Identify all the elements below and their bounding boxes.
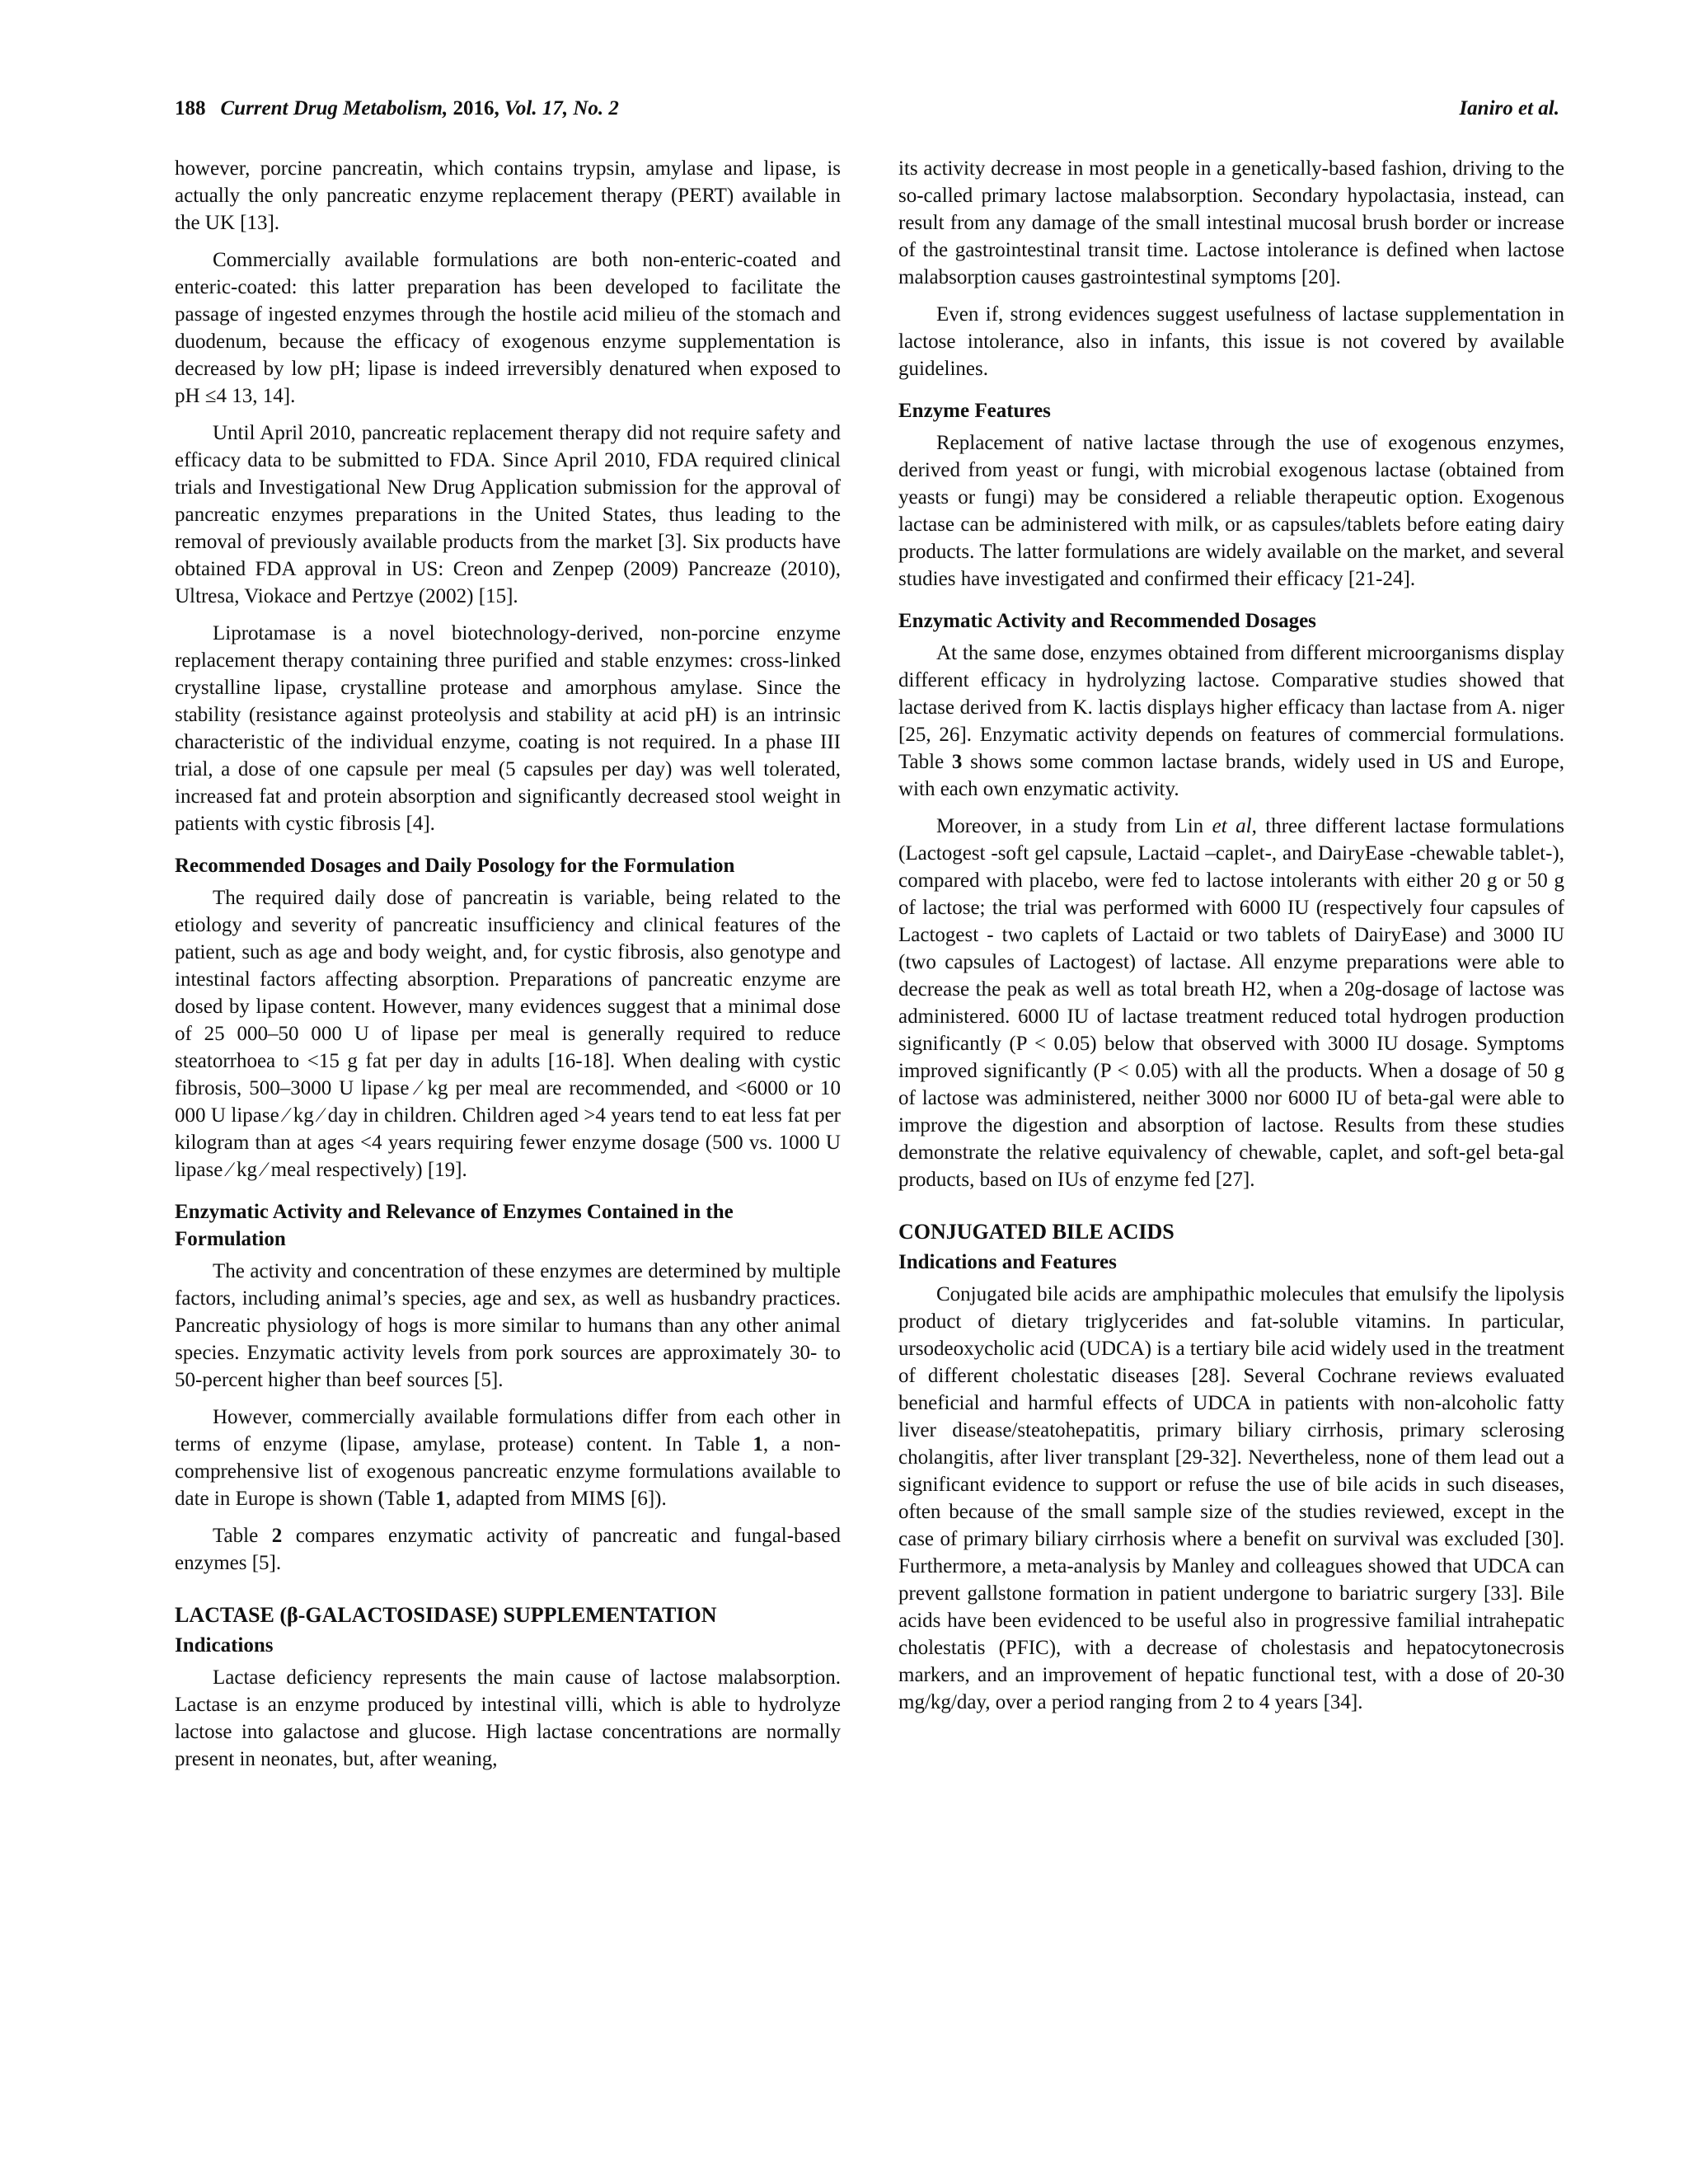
citation-etal: et al bbox=[1212, 815, 1252, 837]
left-column bbox=[175, 155, 841, 1783]
paragraph: Until April 2010, pancreatic replacement therapy did not require safety and efficacy data to be submitted to FDA. Since April 2010, FDA required clinical trials and Investigational New Drug Application submission for the approval of pancreatic enzymes preparations in the United States, thus leading to the removal of previously available products from the market [3]. Six products have obtained FDA approval in US: Creon and Zenpep (2009) Pancreaze (2010), Ultresa, Viokace and Pertzye (2002) [15]. bbox=[175, 422, 841, 607]
table-ref: 1 bbox=[753, 1433, 763, 1455]
section-heading: Indications and Features bbox=[898, 1251, 1117, 1273]
major-heading: CONJUGATED BILE ACIDS bbox=[898, 1220, 1175, 1244]
section-heading: Indications bbox=[175, 1634, 274, 1657]
paragraph: its activity decrease in most people in a genetically-based fashion, driving to the so-called primary lactose malabsorption. Secondary hypolactasia, instead, can result from any damage of the small intestinal mucosal brush border or increase of the gastrointestinal transit time. Lactose intolerance is defined when lactose malabsorption causes gastrointestinal symptoms [20]. bbox=[898, 157, 1564, 288]
section-heading: Recommended Dosages and Daily Posology for the Formulation bbox=[175, 855, 735, 877]
section-heading: Enzymatic Activity and Recommended Dosages bbox=[898, 610, 1316, 632]
header-citation bbox=[175, 97, 619, 120]
major-heading: LACTASE (β-GALACTOSIDASE) SUPPLEMENTATION bbox=[175, 1603, 717, 1627]
section-heading: Enzyme Features bbox=[898, 400, 1051, 422]
paragraph: The activity and concentration of these enzymes are determined by multiple factors, including animal’s species, age and sex, as well as husbandry practices. Pancreatic physiology of hogs is more similar to humans than any other animal species. Enzymatic activity levels from pork sources are approximately 30- to 50-percent higher than beef sources [5]. bbox=[175, 1260, 841, 1391]
paragraph: The required daily dose of pancreatin is variable, being related to the etiology and severity of pancreatic insufficiency and clinical features of the patient, such as age and body weight, and, for cystic fibrosis, also genotype and intestinal factors affecting absorption. Preparations of pancreatic enzyme are dosed by lipase content. However, many evidences suggest that a minimal dose of 25 000–50 000 U of lipase per meal is generally required to reduce steatorrhoea to <15 g fat per day in adults [16-18]. When dealing with cystic fibrosis, 500–3000 U lipase ⁄ kg per meal are recommended, and <6000 or 10 000 U lipase ⁄ kg ⁄ day in children. Children aged >4 years tend to eat less fat per kilogram than at ages <4 years requiring fewer enzyme dosage (500 vs. 1000 U lipase ⁄ kg ⁄ meal respectively) [19]. bbox=[175, 887, 841, 1181]
page-number: 188 bbox=[175, 97, 206, 120]
table-ref: 1 bbox=[435, 1488, 446, 1510]
table-ref: 3 bbox=[951, 751, 963, 773]
paragraph: Replacement of native lactase through the use of exogenous enzymes, derived from yeast or fungi, with microbial exogenous lactase (obtained from yeasts or fungi) may be considered a reliable therapeutic option. Exogenous lactase can be administered with milk, or as capsules/tablets before eating dairy products. The latter formulations are widely available on the market, and several studies have investigated and confirmed their efficacy [21-24]. bbox=[898, 432, 1564, 590]
paragraph: however, porcine pancreatin, which contains trypsin, amylase and lipase, is actually the only pancreatic enzyme replacement therapy (PERT) available in the UK [13]. bbox=[175, 157, 841, 234]
paragraph: Conjugated bile acids are amphipathic molecules that emulsify the lipolysis product of dietary triglycerides and fat-soluble vitamins. In particular, ursodeoxycholic acid (UDCA) is a tertiary bile acid widely used in the treatment of different cholestatic diseases [28]. Several Cochrane reviews evaluated beneficial and harmful effects of UDCA in patients with non-alcoholic fatty liver disease/steatohepatitis, primary biliary cirrhosis, primary sclerosing cholangitis, after liver transplant [29-32]. Nevertheless, none of them lead out a significant evidence to support or refuse the use of bile acids in such diseases, often because of the small sample size of the studies reviewed, except in the case of primary biliary cirrhosis where a benefit on survival was excluded [30]. Furthermore, a meta-analysis by Manley and colleagues showed that UDCA can prevent gallstone formation in patient undergone to bariatric surgery [33]. Bile acids have been evidenced to be useful also in progressive familial intrahepatic cholestatis (PFIC), with a decrease of cholestasis and hepatocytonecrosis markers, and an improvement of hepatic functional test, with a dose of 20-30 mg/kg/day, over a period ranging from 2 to 4 years [34]. bbox=[898, 1283, 1564, 1713]
paragraph: Liprotamase is a novel biotechnology-derived, non-porcine enzyme replacement therapy containing three purified and stable enzymes: cross-linked crystalline lipase, crystalline protease and amorphous amylase. Since the stability (resistance against proteolysis and stability at acid pH) is an intrinsic characteristic of the individual enzyme, coating is not required. In a phase III trial, a dose of one capsule per meal (5 capsules per day) was well tolerated, increased fat and protein absorption and significantly decreased stool weight in patients with cystic fibrosis [4]. bbox=[175, 622, 841, 835]
journal-volume: Vol. 17, No. 2 bbox=[504, 97, 619, 120]
paragraph: Table 2 compares enzymatic activity of pancreatic and fungal-based enzymes [5]. bbox=[175, 1525, 841, 1574]
right-column bbox=[898, 155, 1564, 1726]
paragraph: At the same dose, enzymes obtained from different microorganisms display different efficacy in hydrolyzing lactose. Comparative studies showed that lactase derived from K. lactis displays higher efficacy than lactase from A. niger [25, 26]. Enzymatic activity depends on features of commercial formulations. Table 3 shows some common lactase brands, widely used in US and Europe, with each own enzymatic activity. bbox=[898, 642, 1564, 800]
paragraph: Lactase deficiency represents the main cause of lactose malabsorption. Lactase is an enzyme produced by intestinal villi, which is able to hydrolyze lactose into galactose and glucose. High lactase concentrations are normally present in neonates, but, after weaning, bbox=[175, 1666, 841, 1770]
running-header bbox=[175, 97, 1559, 130]
journal-name: Current Drug Metabolism, bbox=[220, 97, 448, 120]
header-authors: Ianiro et al. bbox=[1459, 97, 1559, 120]
table-ref: 2 bbox=[271, 1525, 283, 1547]
journal-year: 2016, bbox=[452, 97, 499, 120]
paragraph: Even if, strong evidences suggest usefulness of lactase supplementation in lactose intolerance, also in infants, this issue is not covered by available guidelines. bbox=[898, 303, 1564, 380]
paragraph: Moreover, in a study from Lin et al, three different lactase formulations (Lactogest -soft gel capsule, Lactaid –caplet-, and DairyEase -chewable tablet-), compared with placebo, were fed to lactose intolerants with either 20 g or 50 g of lactose; the trial was performed with 6000 IU (respectively four capsules of Lactogest - two caplets of Lactaid or two tablets of DairyEase) and 3000 IU (two capsules of Lactogest) of lactase. All enzyme preparations were able to decrease the peak as well as total breath H2, when a 20g-dosage of lactose was administered. 6000 IU of lactase treatment reduced total hydrogen production significantly (P < 0.05) below that observed with 3000 IU dosage. Symptoms improved significantly (P < 0.05) with all the products. When a dosage of 50 g of lactose was administered, neither 3000 nor 6000 IU of beta-gal were able to improve the digestion and absorption of lactose. Results from these studies demonstrate the relative equivalency of chewable, caplet, and soft-gel beta-gal products, based on IUs of enzyme fed [27]. bbox=[898, 815, 1564, 1191]
paragraph: Commercially available formulations are both non-enteric-coated and enteric-coated: this latter preparation has been developed to facilitate the passage of ingested enzymes through the hostile acid milieu of the stomach and duodenum, because the efficacy of exogenous enzyme supplementation is decreased by low pH; lipase is indeed irreversibly denatured when exposed to pH ≤4 13, 14]. bbox=[175, 249, 841, 407]
section-heading: Enzymatic Activity and Relevance of Enzymes Contained in the Formulation bbox=[175, 1201, 734, 1250]
paragraph: However, commercially available formulations differ from each other in terms of enzyme (lipase, amylase, protease) content. In Table 1, a non-comprehensive list of exogenous pancreatic enzyme formulations available to date in Europe is shown (Table 1, adapted from MIMS [6]). bbox=[175, 1406, 842, 1510]
